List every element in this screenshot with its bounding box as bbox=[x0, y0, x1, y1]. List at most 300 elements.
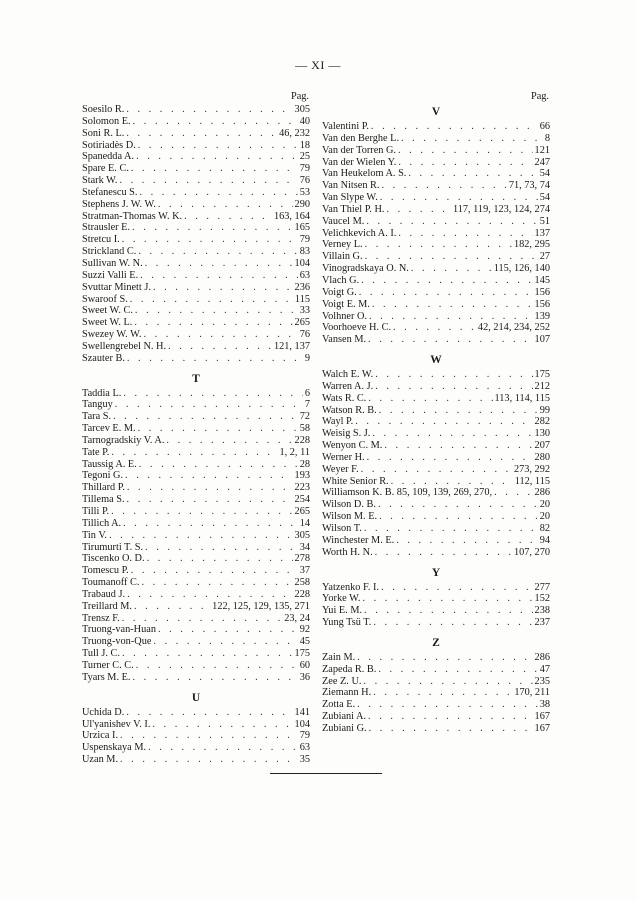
author-name: Yung Tsü T. bbox=[322, 617, 372, 629]
author-name: Tanguy bbox=[82, 399, 113, 411]
page-refs: 33 bbox=[299, 305, 310, 317]
index-entry bbox=[322, 523, 550, 535]
page-refs: 280 bbox=[534, 451, 550, 463]
index-entry bbox=[82, 742, 310, 754]
dot-leader bbox=[365, 239, 512, 251]
page-refs: 235 bbox=[534, 675, 550, 687]
author-name: Van Heukelom A. S. bbox=[322, 168, 407, 180]
author-name: Yatzenko F. I. bbox=[322, 581, 380, 593]
dot-leader bbox=[364, 605, 533, 617]
page-refs: 79 bbox=[299, 234, 310, 246]
page-refs: 115, 126, 140 bbox=[493, 263, 550, 275]
page-refs: 258 bbox=[294, 577, 310, 589]
page-refs: 212 bbox=[534, 380, 550, 392]
author-name: Werner H. bbox=[322, 451, 365, 463]
dot-leader bbox=[393, 322, 476, 334]
index-entry bbox=[82, 353, 310, 365]
author-name: Treillard M. bbox=[82, 600, 132, 612]
author-name: Zee Z. U. bbox=[322, 675, 362, 687]
dot-leader bbox=[363, 676, 532, 688]
dot-leader bbox=[184, 211, 272, 223]
author-name: Tiscenko O. D. bbox=[82, 553, 145, 565]
dot-leader bbox=[120, 754, 298, 766]
page-refs: 79 bbox=[299, 163, 310, 175]
author-name: Yorke W. bbox=[322, 593, 361, 605]
page-refs: 167 bbox=[534, 722, 550, 734]
author-name: Verney L. bbox=[322, 239, 363, 251]
dot-leader bbox=[145, 258, 293, 270]
index-entry bbox=[82, 447, 310, 459]
dot-leader bbox=[375, 369, 532, 381]
dot-leader bbox=[373, 687, 512, 699]
index-entry bbox=[82, 151, 310, 163]
index-section bbox=[322, 565, 550, 629]
author-name: Szauter B. bbox=[82, 352, 125, 364]
dot-leader bbox=[357, 699, 538, 711]
author-name: Swaroof S. bbox=[82, 293, 128, 305]
left-column bbox=[82, 90, 310, 772]
author-name: Vlach G. bbox=[322, 274, 360, 286]
dot-leader bbox=[368, 711, 533, 723]
index-entry bbox=[82, 258, 310, 270]
author-name: Zotta E. bbox=[322, 699, 356, 711]
page-refs: 273, 292 bbox=[513, 463, 550, 475]
index-entry bbox=[82, 294, 310, 306]
index-entry bbox=[82, 246, 310, 258]
author-name: Urzica I. bbox=[82, 730, 119, 742]
page-refs: 152 bbox=[534, 593, 550, 605]
index-entry bbox=[322, 145, 550, 157]
page-refs: 238 bbox=[534, 605, 550, 617]
author-name: Wilson M. E. bbox=[322, 511, 378, 523]
author-name: Van den Berghe L. bbox=[322, 132, 400, 144]
author-name: Soesilo R. bbox=[82, 104, 125, 115]
page-refs: 94 bbox=[539, 534, 550, 546]
page-refs: 167 bbox=[534, 711, 550, 723]
index-entry bbox=[82, 116, 310, 128]
page-refs: 117, 119, 123, 124, 274 bbox=[452, 203, 550, 215]
index-entry bbox=[82, 482, 310, 494]
dot-leader bbox=[122, 234, 298, 246]
author-name: Tara S. bbox=[82, 411, 112, 423]
index-entry bbox=[322, 535, 550, 547]
dot-leader bbox=[141, 577, 292, 589]
index-entry bbox=[322, 464, 550, 476]
dot-leader bbox=[362, 593, 532, 605]
page-refs: 1, 2, 11 bbox=[279, 446, 310, 458]
dot-leader bbox=[375, 381, 532, 393]
section-letter: W bbox=[430, 354, 442, 367]
author-name: Stephens J. W. W. bbox=[82, 198, 156, 210]
index-entry bbox=[322, 251, 550, 263]
page-refs: 66 bbox=[539, 121, 550, 132]
dot-leader bbox=[355, 416, 532, 428]
index-entry bbox=[322, 239, 550, 251]
page-refs: 228 bbox=[294, 434, 310, 446]
page-refs: 286 bbox=[534, 487, 550, 499]
pag-label-right: Pag. bbox=[530, 91, 549, 102]
author-name: Uzan M. bbox=[82, 754, 119, 766]
page-refs: 83 bbox=[299, 246, 310, 258]
dot-leader bbox=[131, 163, 298, 175]
dot-leader bbox=[139, 187, 297, 199]
author-name: Soni R. L. bbox=[82, 127, 125, 139]
author-name: Winchester M. E. bbox=[322, 534, 395, 546]
index-entry bbox=[322, 676, 550, 688]
page-refs: 38 bbox=[539, 699, 550, 711]
index-entry bbox=[82, 187, 310, 199]
index-entry bbox=[82, 128, 310, 140]
dot-leader bbox=[138, 140, 298, 152]
index-entry bbox=[82, 163, 310, 175]
author-name: Zubiani G. bbox=[322, 722, 367, 734]
page-refs: 53 bbox=[299, 186, 310, 198]
closing-rule bbox=[270, 773, 382, 774]
page-refs: 25 bbox=[299, 151, 310, 163]
page-refs: 122, 125, 129, 135, 271 bbox=[212, 600, 310, 612]
author-name: Ul'yanishev V. I. bbox=[82, 718, 151, 730]
author-name: Trabaud J. bbox=[82, 588, 126, 600]
author-name: Wayl P. bbox=[322, 416, 354, 428]
index-entry bbox=[322, 299, 550, 311]
dot-leader bbox=[371, 121, 538, 133]
index-entry bbox=[322, 322, 550, 334]
author-name: Truong-van-Huan bbox=[82, 624, 156, 636]
index-entry bbox=[322, 192, 550, 204]
page-refs: 9 bbox=[304, 352, 310, 364]
dot-leader bbox=[379, 405, 538, 417]
author-name: Wilson T. bbox=[322, 523, 362, 534]
section-letter: U bbox=[191, 691, 201, 704]
page-refs: 290 bbox=[294, 198, 310, 210]
index-entry bbox=[82, 636, 310, 648]
index-entry bbox=[82, 577, 310, 589]
author-name: Vinogradskaya O. N. bbox=[322, 263, 409, 275]
page-refs: 156 bbox=[534, 286, 550, 298]
dot-leader bbox=[398, 228, 532, 240]
dot-leader bbox=[373, 617, 532, 629]
dot-leader bbox=[133, 116, 298, 128]
index-entry bbox=[82, 411, 310, 423]
page-refs: 71, 73, 74 bbox=[508, 180, 550, 192]
author-name: Toumanoff C. bbox=[82, 577, 140, 589]
author-name: Zubiani A. bbox=[322, 711, 367, 723]
dot-leader bbox=[139, 459, 298, 471]
page-refs: 121 bbox=[534, 144, 550, 156]
dot-leader bbox=[122, 648, 293, 660]
author-name: Van der Torren G. bbox=[322, 144, 397, 156]
dot-leader bbox=[147, 553, 293, 565]
index-entry bbox=[82, 211, 310, 223]
author-name: Zain M. bbox=[322, 651, 356, 663]
page-refs: 113, 114, 115 bbox=[494, 392, 550, 404]
index-entry bbox=[82, 730, 310, 742]
author-name: Tillich A. bbox=[82, 517, 122, 529]
author-name: Wenyon C. M. bbox=[322, 440, 383, 452]
page-refs: 54 bbox=[539, 192, 550, 204]
index-entry bbox=[322, 168, 550, 180]
index-entry bbox=[322, 440, 550, 452]
page-refs: 79 bbox=[299, 730, 310, 742]
author-name: Thillard P. bbox=[82, 482, 125, 494]
author-name: Yui E. M. bbox=[322, 605, 363, 617]
dot-leader bbox=[113, 411, 298, 423]
dot-leader bbox=[357, 652, 532, 664]
dot-leader bbox=[361, 275, 532, 287]
page-refs: 305 bbox=[294, 104, 310, 115]
author-name: Stretcu I. bbox=[82, 234, 120, 246]
page-refs: 14 bbox=[299, 517, 310, 529]
index-entry bbox=[322, 428, 550, 440]
page-refs: 35 bbox=[299, 754, 310, 766]
dot-leader bbox=[386, 204, 450, 216]
page-refs: 82 bbox=[539, 523, 550, 534]
author-name: Stark W. bbox=[82, 175, 118, 187]
page-refs: 193 bbox=[294, 470, 310, 482]
index-entry bbox=[322, 605, 550, 617]
page-refs: 254 bbox=[294, 494, 310, 506]
dot-leader bbox=[126, 104, 292, 116]
author-name: Van Thiel P. H. bbox=[322, 203, 385, 215]
dot-leader bbox=[135, 305, 298, 317]
index-entry bbox=[322, 699, 550, 711]
dot-leader bbox=[122, 613, 283, 625]
author-name: Van Nitsen R. bbox=[322, 180, 380, 192]
author-name: Vaucel M. bbox=[322, 215, 365, 227]
author-name: Tate P. bbox=[82, 446, 110, 458]
page-refs: 28 bbox=[299, 458, 310, 470]
page-refs: 104 bbox=[294, 718, 310, 730]
author-name: White Senior R. bbox=[322, 475, 389, 487]
index-entry bbox=[322, 121, 550, 133]
page-refs: 107, 270 bbox=[513, 546, 550, 558]
dot-leader bbox=[384, 440, 532, 452]
page-refs: 92 bbox=[299, 624, 310, 636]
page-refs: 305 bbox=[294, 529, 310, 541]
index-entry bbox=[82, 672, 310, 684]
author-name: Warren A. J. bbox=[322, 380, 374, 392]
index-entry bbox=[322, 416, 550, 428]
author-name: Voigt G. bbox=[322, 286, 357, 298]
dot-leader bbox=[130, 294, 293, 306]
index-entry bbox=[322, 334, 550, 346]
index-entry bbox=[82, 199, 310, 211]
page-refs: 20 bbox=[539, 499, 550, 511]
page-refs: 45 bbox=[299, 636, 310, 648]
index-entry bbox=[82, 613, 310, 625]
dot-leader bbox=[372, 428, 532, 440]
author-name: Wilson D. B. bbox=[322, 499, 376, 511]
author-name: Wats R. C. bbox=[322, 392, 367, 404]
dot-leader bbox=[379, 511, 538, 523]
index-entry bbox=[322, 582, 550, 594]
author-name: Stratman-Thomas W. K. bbox=[82, 210, 183, 222]
author-name: Spanedda A. bbox=[82, 151, 135, 163]
author-name: Zapeda R. B. bbox=[322, 663, 377, 675]
page-refs: 72 bbox=[299, 411, 310, 423]
page-refs: 36 bbox=[299, 671, 310, 683]
right-column bbox=[322, 90, 550, 741]
index-entry bbox=[82, 530, 310, 542]
page-refs: 115 bbox=[294, 293, 310, 305]
dot-leader bbox=[359, 287, 533, 299]
index-entry bbox=[82, 175, 310, 187]
author-name: Swellengrebel N. H. bbox=[82, 340, 167, 352]
page-refs: 137 bbox=[534, 227, 550, 239]
dot-leader bbox=[375, 547, 512, 559]
page-refs: 163, 164 bbox=[273, 210, 310, 222]
author-name: Walch E. W. bbox=[322, 369, 374, 381]
page-refs: 107 bbox=[534, 334, 550, 346]
dot-leader bbox=[138, 246, 297, 258]
page-refs: 228 bbox=[294, 588, 310, 600]
index-entry bbox=[82, 388, 310, 400]
index-section bbox=[82, 371, 310, 684]
index-entry bbox=[82, 754, 310, 766]
page-refs: 104 bbox=[294, 257, 310, 269]
page-refs: 63 bbox=[299, 742, 310, 754]
page-refs: 58 bbox=[299, 423, 310, 435]
dot-leader bbox=[365, 251, 538, 263]
dot-leader bbox=[126, 128, 277, 140]
author-name: Solomon E. bbox=[82, 115, 131, 127]
author-name: Tarcev E. M. bbox=[82, 423, 136, 435]
page-refs: 47 bbox=[539, 663, 550, 675]
index-section bbox=[322, 352, 550, 559]
section-letter: T bbox=[192, 372, 200, 385]
author-name: Truong-von-Que bbox=[82, 636, 152, 648]
dot-leader bbox=[132, 672, 297, 684]
page-refs: 286 bbox=[534, 651, 550, 663]
dot-leader bbox=[123, 388, 303, 400]
dot-leader bbox=[111, 447, 277, 459]
page-refs: 175 bbox=[294, 648, 310, 660]
index-entry bbox=[82, 222, 310, 234]
index-entry bbox=[322, 664, 550, 676]
index-entry bbox=[82, 234, 310, 246]
page-refs: 121, 137 bbox=[273, 340, 310, 352]
author-name: Watson R. B. bbox=[322, 404, 377, 416]
dot-leader bbox=[138, 423, 298, 435]
index-entry bbox=[82, 601, 310, 613]
page-refs: 63 bbox=[299, 269, 310, 281]
author-name: Tilli P. bbox=[82, 506, 110, 517]
author-name: Tarnogradskiy V. A. bbox=[82, 434, 165, 446]
index-entry bbox=[322, 723, 550, 735]
dot-leader bbox=[380, 192, 538, 204]
index-entry bbox=[82, 707, 310, 719]
index-entry bbox=[322, 381, 550, 393]
author-name: Villain G. bbox=[322, 251, 363, 263]
dot-leader bbox=[378, 664, 537, 676]
dot-leader bbox=[145, 542, 298, 554]
page-refs: 20 bbox=[539, 511, 550, 523]
author-name: Valentini P. bbox=[322, 121, 369, 132]
page-refs: 145 bbox=[534, 274, 550, 286]
page-refs: 175 bbox=[534, 369, 550, 381]
index-entry bbox=[322, 452, 550, 464]
dot-leader bbox=[411, 263, 492, 275]
index-entry bbox=[322, 287, 550, 299]
index-entry bbox=[82, 518, 310, 530]
author-name: Trensz F. bbox=[82, 612, 120, 624]
index-entry bbox=[82, 719, 310, 731]
author-name: Svuttar Minett J. bbox=[82, 281, 151, 293]
dot-leader bbox=[127, 589, 292, 601]
index-entry bbox=[82, 341, 310, 353]
page-number: — XI — bbox=[295, 58, 341, 72]
index-entry bbox=[322, 652, 550, 664]
index-entry bbox=[322, 405, 550, 417]
index-entry bbox=[322, 393, 550, 405]
dot-leader bbox=[123, 518, 298, 530]
page-refs: 141 bbox=[294, 706, 310, 718]
index-entry bbox=[322, 228, 550, 240]
index-entry bbox=[322, 547, 550, 559]
author-name: Weisig S. J. bbox=[322, 428, 371, 440]
pag-label-left: Pag. bbox=[290, 91, 309, 102]
dot-leader bbox=[115, 399, 303, 411]
page-refs: 42, 214, 234, 252 bbox=[477, 322, 550, 334]
dot-leader bbox=[382, 180, 507, 192]
index-entry bbox=[322, 133, 550, 145]
dot-leader bbox=[136, 660, 298, 672]
index-entry bbox=[82, 399, 310, 411]
author-name: Uspenskaya M. bbox=[82, 742, 147, 754]
page-refs: 277 bbox=[534, 581, 550, 593]
index-entry bbox=[82, 282, 310, 294]
dot-leader bbox=[398, 157, 532, 169]
dot-leader bbox=[120, 730, 298, 742]
dot-leader bbox=[158, 199, 293, 211]
index-entry bbox=[82, 140, 310, 152]
dot-leader bbox=[166, 435, 292, 447]
index-entry bbox=[322, 487, 550, 499]
index-entry bbox=[82, 305, 310, 317]
section-letter: V bbox=[431, 106, 441, 118]
dot-leader bbox=[168, 341, 272, 353]
dot-leader bbox=[396, 535, 537, 547]
dot-leader bbox=[140, 270, 298, 282]
page-refs: 46, 232 bbox=[279, 127, 310, 139]
dot-leader bbox=[152, 719, 292, 731]
author-name: Sullivan W. N. bbox=[82, 257, 143, 269]
index-entry bbox=[82, 494, 310, 506]
page-refs: 236 bbox=[294, 281, 310, 293]
dot-leader bbox=[381, 582, 532, 594]
page-refs: 265 bbox=[294, 317, 310, 329]
index-entry bbox=[82, 317, 310, 329]
author-name: Taussig A. E. bbox=[82, 458, 137, 470]
dot-leader bbox=[368, 334, 533, 346]
author-name: Tull J. C. bbox=[82, 648, 120, 660]
index-entry bbox=[82, 565, 310, 577]
page-refs: 6 bbox=[304, 387, 310, 399]
dot-leader bbox=[158, 624, 298, 636]
dot-leader bbox=[368, 393, 492, 405]
dot-leader bbox=[408, 168, 537, 180]
author-name: Uchida D. bbox=[82, 706, 125, 718]
author-name: Taddia L. bbox=[82, 387, 122, 399]
author-name: Sweet W. L. bbox=[82, 317, 133, 329]
index-entry bbox=[322, 511, 550, 523]
author-name: Voorhoeve H. C. bbox=[322, 322, 392, 334]
dot-leader bbox=[398, 145, 533, 157]
author-name: Stefanescu S. bbox=[82, 186, 138, 198]
dot-leader bbox=[134, 317, 292, 329]
index-entry bbox=[322, 263, 550, 275]
index-entry bbox=[82, 470, 310, 482]
